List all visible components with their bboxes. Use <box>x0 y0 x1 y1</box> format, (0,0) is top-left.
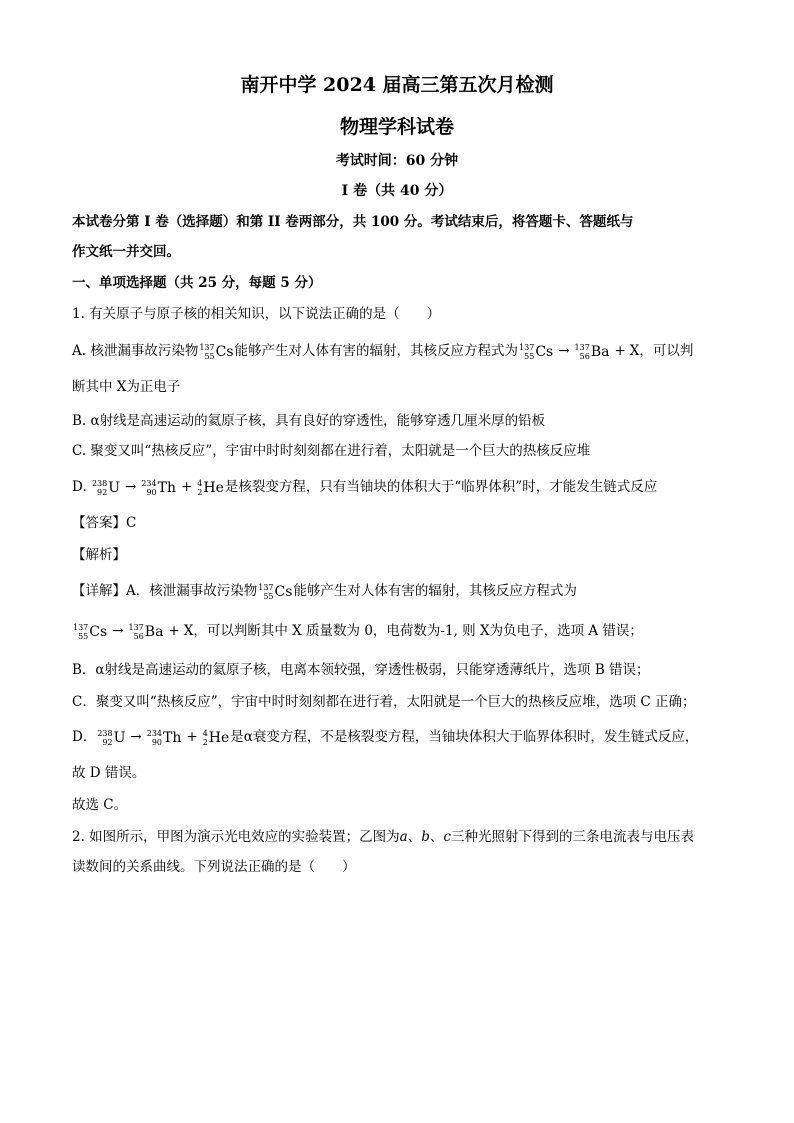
nuclide-cs <box>199 339 233 365</box>
detail-a-line1 <box>72 578 722 605</box>
exam-time: 考试时间：60 分钟 <box>335 153 459 169</box>
light-a: a <box>399 829 408 845</box>
mass-number: 137 <box>199 342 215 352</box>
q1-option-a-line2: 断其中 X为正电子 <box>72 379 181 395</box>
atomic-number: 55 <box>204 351 215 361</box>
light-c: c <box>443 829 451 845</box>
mass-number: 238 <box>97 728 113 738</box>
element-symbol: Th <box>163 729 182 746</box>
atomic-number: 55 <box>263 591 274 601</box>
detail-d-line2: 故 D 错误。 <box>72 765 146 781</box>
detail-a-prefix: 【详解】A．核泄漏事故污染物 <box>72 583 258 599</box>
atomic-number: 92 <box>97 487 108 497</box>
element-symbol: Cs <box>89 623 108 640</box>
analysis-label: 【解析】 <box>72 547 126 563</box>
q1-option-c: C. 聚变又叫“热核反应”，宇宙中时时刻刻都在进行着，太阳就是一个巨大的热核反应堆 <box>72 443 591 459</box>
q2-line2: 读数间的关系曲线。下列说法正确的是（ ） <box>72 859 356 875</box>
element-symbol: Cs <box>215 343 234 360</box>
light-b: b <box>421 829 430 845</box>
plus: + <box>168 623 180 639</box>
mass-number: 137 <box>519 342 535 352</box>
atomic-number: 55 <box>524 351 535 361</box>
q2-prefix: 2. 如图所示，甲图为演示光电效应的实验装置；乙图为 <box>72 829 400 845</box>
atomic-number: 90 <box>146 487 157 497</box>
answer-label: 【答案】C <box>72 515 137 531</box>
mass-number: 238 <box>91 478 108 488</box>
nuclide-he <box>203 725 230 751</box>
q2-line1 <box>72 827 722 847</box>
intro-line-2: 作文纸一并交回。 <box>72 244 180 260</box>
detail-d-line1 <box>72 724 722 751</box>
atomic-number: 2 <box>197 487 203 497</box>
section-title: 一、单项选择题（共 25 分，每题 5 分） <box>72 275 322 291</box>
q1-option-b: B. α射线是高速运动的氦原子核，具有良好的穿透性，能够穿透几厘米厚的铅板 <box>72 413 546 429</box>
intro-line-1: 本试卷分第 I 卷（选择题）和第 II 卷两部分，共 100 分。考试结束后，将答题卡、答题纸与 <box>72 214 634 230</box>
school-title: 南开中学 2024 届高三第五次月检测 <box>240 74 554 96</box>
nuclide-u <box>92 475 120 501</box>
option-a-suffix: ，可以判 <box>639 343 694 359</box>
particle-x: X <box>629 343 640 359</box>
atomic-number: 56 <box>133 631 144 641</box>
plus: + <box>186 729 198 745</box>
q2-suffix: 三种光照射下得到的三条电流表与电压表 <box>450 829 694 845</box>
conclusion: 故选 C。 <box>72 797 128 813</box>
q1-option-d <box>72 474 722 501</box>
mass-number: 137 <box>258 582 274 592</box>
nuclide-cs <box>258 579 292 605</box>
mass-number: 137 <box>73 622 89 632</box>
element-symbol: Cs <box>274 583 293 600</box>
atomic-number: 56 <box>579 351 590 361</box>
detail-a-suffix: ，可以判断其中 X 质量数为 0，电荷数为-1, 则 X为负电子，选项 A 错误； <box>193 623 643 639</box>
atomic-number: 55 <box>78 631 89 641</box>
option-d-prefix: D. <box>72 479 91 495</box>
mass-number: 137 <box>574 342 590 352</box>
option-a-prefix: A. 核泄漏事故污染物 <box>72 343 199 359</box>
element-symbol: Ba <box>144 623 164 640</box>
atomic-number: 92 <box>102 737 113 747</box>
detail-a-line2 <box>72 618 722 645</box>
nuclide-th <box>141 475 176 501</box>
atomic-number: 2 <box>202 737 208 747</box>
element-symbol: He <box>208 729 230 746</box>
element-symbol: Ba <box>590 343 610 360</box>
q1-option-a <box>72 338 722 365</box>
detail-d-suffix: 是α衰变方程，不是核裂变方程，当铀块体积大于临界体积时，发生链式反应， <box>230 729 699 745</box>
arrow: → <box>558 343 570 359</box>
arrow: → <box>130 729 142 745</box>
plus: + <box>180 479 193 495</box>
element-symbol: Cs <box>535 343 554 360</box>
element-symbol: U <box>113 729 126 746</box>
nuclide-he <box>197 475 224 501</box>
element-symbol: U <box>108 479 121 496</box>
nuclide-th <box>147 725 182 751</box>
detail-c: C．聚变又叫“热核反应”，宇宙中时时刻刻都在进行着，太阳就是一个巨大的热核反应堆，选项 C 正确； <box>72 694 696 710</box>
detail-b: B．α射线是高速运动的氦原子核，电离本领较强，穿透性极弱，只能穿透薄纸片，选项 B 错误； <box>72 662 650 678</box>
option-d-suffix: 是核裂变方程，只有当铀块的体积大于“临界体积”时，才能发生链式反应 <box>224 479 658 495</box>
particle-x: X <box>183 623 194 639</box>
plus: + <box>614 343 626 359</box>
q1-stem: 1. 有关原子与原子核的相关知识，以下说法正确的是（ ） <box>72 306 441 322</box>
subject-title: 物理学科试卷 <box>339 116 454 138</box>
element-symbol: He <box>203 479 224 496</box>
option-a-middle: 能够产生对人体有害的辐射，其核反应方程式为 <box>234 343 519 359</box>
mass-number: 4 <box>197 478 203 488</box>
nuclide-ba <box>575 339 610 365</box>
separator: 、 <box>429 829 444 845</box>
mass-number: 4 <box>202 728 208 738</box>
nuclide-cs <box>519 339 553 365</box>
mass-number: 137 <box>128 622 144 632</box>
nuclide-u <box>97 725 125 751</box>
mass-number: 234 <box>146 728 163 738</box>
separator: 、 <box>407 829 422 845</box>
nuclide-cs <box>73 619 107 645</box>
nuclide-ba <box>129 619 164 645</box>
atomic-number: 90 <box>151 737 163 747</box>
detail-d-prefix: D． <box>72 729 97 745</box>
element-symbol: Th <box>157 479 176 496</box>
arrow: → <box>125 479 137 495</box>
arrow: → <box>112 623 124 639</box>
mass-number: 234 <box>141 478 157 488</box>
detail-a-middle: 能够产生对人体有害的辐射，其核反应方程式为 <box>293 583 577 599</box>
volume-title: I 卷（共 40 分） <box>341 183 453 199</box>
